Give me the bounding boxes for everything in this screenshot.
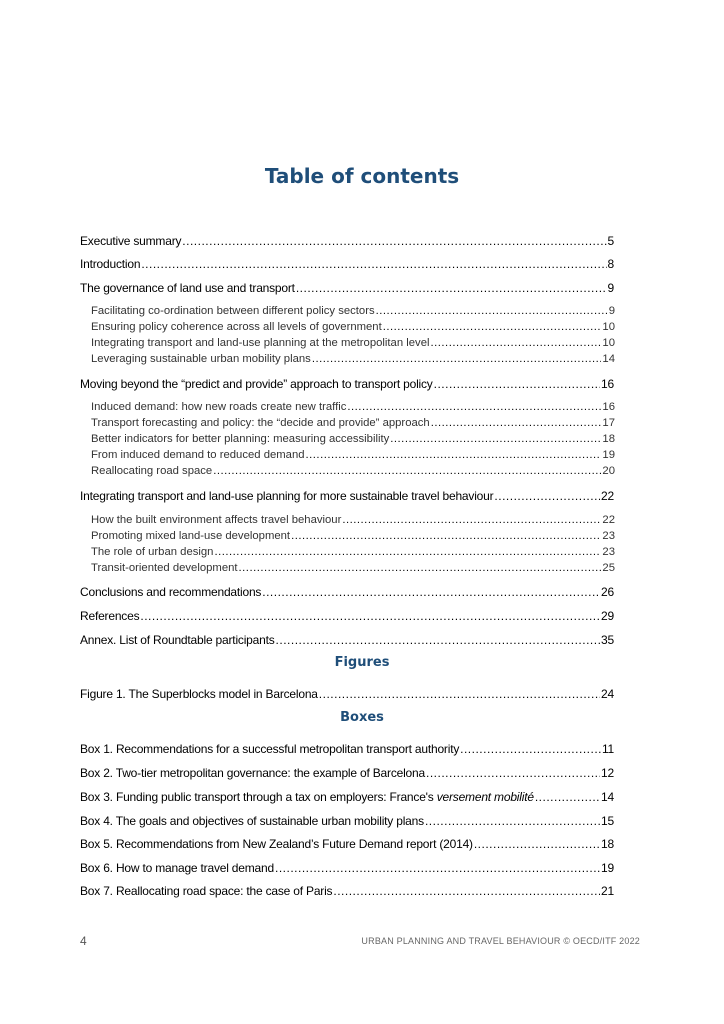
toc-entry-page: 16 <box>601 377 614 391</box>
leader-dots <box>535 789 600 805</box>
leader-dots <box>319 686 600 702</box>
toc-entry-page: 17 <box>602 417 615 429</box>
page-title: Table of contents <box>264 164 460 188</box>
toc-entry[interactable] <box>80 256 614 272</box>
toc-entry[interactable] <box>80 632 614 648</box>
toc-entry-label: Promoting mixed land-use development <box>91 530 291 542</box>
toc-entry-label: Integrating transport and land-use planning for more sustainable travel behaviour <box>80 489 494 503</box>
leader-dots <box>262 584 600 600</box>
toc-entry-page: 5 <box>607 234 614 248</box>
toc-subentry[interactable] <box>91 431 615 447</box>
leader-dots <box>239 560 602 576</box>
toc-entry[interactable] <box>80 488 614 504</box>
box-entry-label: Box 7. Reallocating road space: the case of Paris <box>80 884 333 898</box>
toc-entry-label: Reallocating road space <box>91 465 213 477</box>
leader-dots <box>312 351 602 367</box>
toc-subentry[interactable] <box>91 544 615 560</box>
box-entry-label <box>80 789 534 805</box>
boxes-heading: Boxes <box>340 710 384 725</box>
toc-entry-label: The governance of land use and transport <box>80 281 295 295</box>
toc-entry-page: 9 <box>608 305 615 317</box>
toc-entry-page: 10 <box>602 337 615 349</box>
toc-entry-label: Better indicators for better planning: measuring accessibility <box>91 433 390 445</box>
box-entry-page: 12 <box>601 766 614 780</box>
toc-entry[interactable] <box>80 584 614 600</box>
toc-subentry[interactable] <box>91 303 615 319</box>
toc-subentry[interactable] <box>91 560 615 576</box>
toc-subentry[interactable] <box>91 463 615 479</box>
leader-dots <box>494 488 600 504</box>
toc-entry-label: Transit-oriented development <box>91 562 238 574</box>
leader-dots <box>390 431 601 447</box>
box-entry[interactable] <box>80 836 614 852</box>
box-entry-page: 19 <box>601 861 614 875</box>
leader-dots <box>291 528 601 544</box>
leader-dots <box>431 335 602 351</box>
toc-entry-page: 22 <box>601 489 614 503</box>
toc-entry-page: 16 <box>602 401 615 413</box>
toc-entry-label: Ensuring policy coherence across all levels of government <box>91 321 382 333</box>
toc-entry[interactable] <box>80 233 614 249</box>
leader-dots <box>333 883 600 899</box>
box-entry-label: Box 5. Recommendations from New Zealand’s Future Demand report (2014) <box>80 837 473 851</box>
box-entry-page: 15 <box>601 814 614 828</box>
toc-entry-page: 10 <box>602 321 615 333</box>
toc-entry-label: The role of urban design <box>91 546 214 558</box>
toc-entry-page: 9 <box>607 281 614 295</box>
box-entry-page: 14 <box>601 790 614 804</box>
toc-entry-label: Leveraging sustainable urban mobility plans <box>91 353 311 365</box>
leader-dots <box>141 256 606 272</box>
toc-entry[interactable] <box>80 608 614 624</box>
toc-subentry[interactable] <box>91 415 615 431</box>
box-entry[interactable] <box>80 813 614 829</box>
leader-dots <box>213 463 601 479</box>
leader-dots <box>426 765 600 781</box>
box-entry-label-text: Box 3. Funding public transport through a tax on employers: France's <box>80 790 437 804</box>
leader-dots <box>275 860 600 876</box>
toc-entry-label: Executive summary <box>80 234 182 248</box>
box-entry[interactable] <box>80 883 614 899</box>
toc-subentry[interactable] <box>91 319 615 335</box>
toc-subentry[interactable] <box>91 512 615 528</box>
leader-dots <box>182 233 606 249</box>
toc-entry-page: 22 <box>602 514 615 526</box>
leader-dots <box>276 632 601 648</box>
toc-entry-label: Introduction <box>80 257 141 271</box>
toc-entry-label: Moving beyond the “predict and provide” approach to transport policy <box>80 377 433 391</box>
box-entry[interactable] <box>80 765 614 781</box>
toc-entry-page: 25 <box>602 562 615 574</box>
toc-subentry[interactable] <box>91 447 615 463</box>
toc-entry-label: Annex. List of Roundtable participants <box>80 633 275 647</box>
toc-entry[interactable] <box>80 376 614 392</box>
box-entry[interactable] <box>80 741 614 757</box>
footer-page-number: 4 <box>80 934 87 948</box>
toc-entry-page: 14 <box>602 353 615 365</box>
leader-dots <box>347 399 601 415</box>
box-entry-label: Box 1. Recommendations for a successful metropolitan transport authority <box>80 742 460 756</box>
toc-entry-label: Induced demand: how new roads create new traffic <box>91 401 347 413</box>
box-entry-label: Box 6. How to manage travel demand <box>80 861 274 875</box>
toc-subentry[interactable] <box>91 399 615 415</box>
figure-entry[interactable] <box>80 686 614 702</box>
toc-entry-label: How the built environment affects travel behaviour <box>91 514 342 526</box>
toc-entry-page: 23 <box>602 530 615 542</box>
footer-text: URBAN PLANNING AND TRAVEL BEHAVIOUR © OECD/ITF 2022 <box>361 936 640 946</box>
toc-entry-label: Transport forecasting and policy: the “decide and provide” approach <box>91 417 430 429</box>
toc-entry-page: 26 <box>601 585 614 599</box>
leader-dots <box>214 544 601 560</box>
box-entry-page: 11 <box>601 742 614 756</box>
toc-entry-label: References <box>80 609 140 623</box>
figures-heading: Figures <box>334 655 390 670</box>
box-entry-label: Box 2. Two-tier metropolitan governance: the example of Barcelona <box>80 766 425 780</box>
toc-subentry[interactable] <box>91 528 615 544</box>
toc-entry-label: Conclusions and recommendations <box>80 585 262 599</box>
box-entry[interactable] <box>80 860 614 876</box>
toc-subentry[interactable] <box>91 335 615 351</box>
toc-entry-label: Facilitating co-ordination between different policy sectors <box>91 305 375 317</box>
leader-dots <box>460 741 601 757</box>
leader-dots <box>383 319 602 335</box>
leader-dots <box>296 280 607 296</box>
box-entry[interactable] <box>80 789 614 805</box>
box-entry-label-italic: versement mobilité <box>436 790 534 804</box>
box-entry-page: 18 <box>601 837 614 851</box>
toc-entry-label: From induced demand to reduced demand <box>91 449 305 461</box>
leader-dots <box>306 447 602 463</box>
toc-entry[interactable] <box>80 280 614 296</box>
box-entry-page: 21 <box>601 884 614 898</box>
leader-dots <box>474 836 600 852</box>
toc-entry-label: Integrating transport and land-use planning at the metropolitan level <box>91 337 430 349</box>
leader-dots <box>431 415 602 431</box>
leader-dots <box>140 608 600 624</box>
toc-entry-page: 35 <box>601 633 614 647</box>
toc-entry-page: 29 <box>601 609 614 623</box>
figure-entry-label: Figure 1. The Superblocks model in Barcelona <box>80 687 318 701</box>
toc-entry-page: 23 <box>602 546 615 558</box>
box-entry-label: Box 4. The goals and objectives of sustainable urban mobility plans <box>80 814 424 828</box>
leader-dots <box>376 303 608 319</box>
toc-entry-page: 19 <box>602 449 615 461</box>
toc-subentry[interactable] <box>91 351 615 367</box>
toc-entry-page: 20 <box>602 465 615 477</box>
toc-entry-page: 18 <box>602 433 615 445</box>
leader-dots <box>342 512 601 528</box>
toc-entry-page: 8 <box>607 257 614 271</box>
figure-entry-page: 24 <box>601 687 614 701</box>
leader-dots <box>434 376 600 392</box>
leader-dots <box>425 813 600 829</box>
